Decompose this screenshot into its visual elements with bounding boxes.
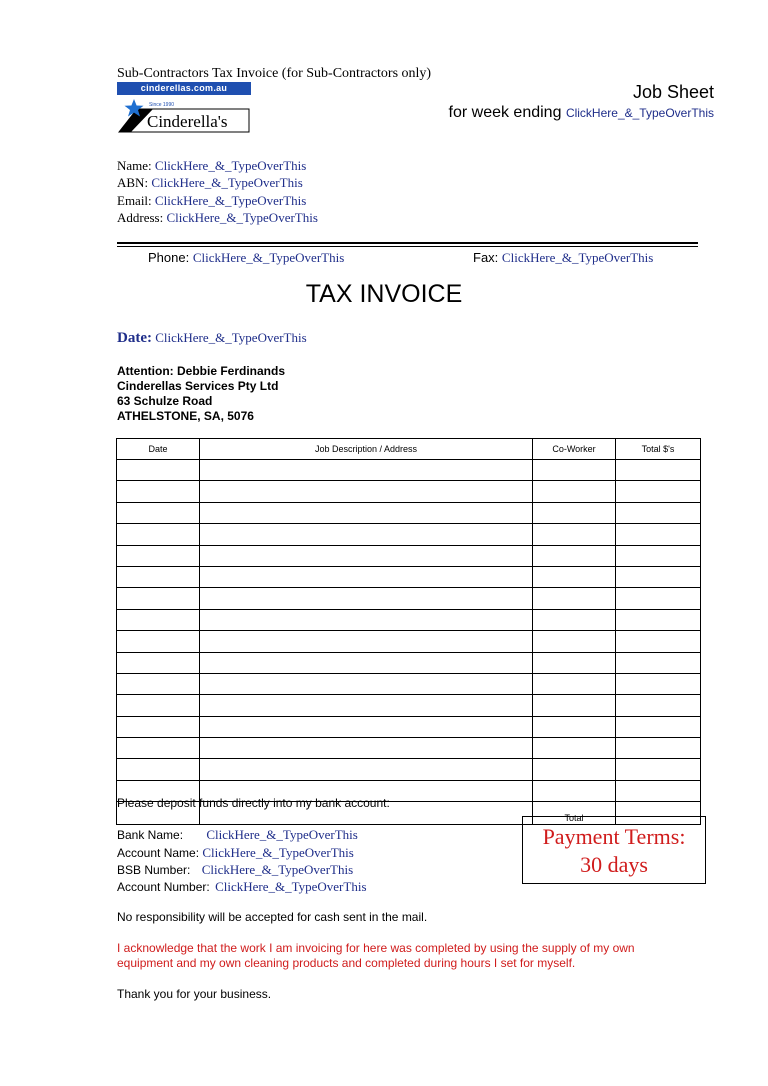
cell-date[interactable] (117, 738, 200, 759)
table-row (117, 609, 701, 630)
cell-description[interactable] (200, 588, 533, 609)
payment-terms-label: Payment Terms: (542, 824, 686, 849)
document-title: Sub-Contractors Tax Invoice (for Sub-Contractors only) (117, 66, 432, 81)
cell-total[interactable] (616, 759, 701, 780)
address-field[interactable]: ClickHere_&_TypeOverThis (166, 210, 318, 225)
cell-total[interactable] (616, 609, 701, 630)
table-row (117, 695, 701, 716)
divider-thin (117, 246, 698, 247)
email-row (117, 193, 306, 209)
cell-description[interactable] (200, 524, 533, 545)
abn-row (117, 175, 303, 191)
cell-coworker[interactable] (533, 631, 616, 652)
cell-total[interactable] (616, 631, 701, 652)
cinderellas-logo (117, 82, 251, 134)
logo-name-text: Cinderella's (147, 112, 228, 131)
cell-date[interactable] (117, 652, 200, 673)
company-line: Cinderellas Services Pty Ltd (117, 379, 279, 393)
col-header-date: Date (117, 439, 200, 460)
cell-date[interactable] (117, 502, 200, 523)
cell-coworker[interactable] (533, 609, 616, 630)
abn-field[interactable]: ClickHere_&_TypeOverThis (151, 175, 303, 190)
cell-total[interactable] (616, 524, 701, 545)
account-number-row (117, 879, 367, 895)
acknowledgement-note: I acknowledge that the work I am invoicing for here was completed by using the supply of my own equipment and my own cleaning products and completed during hours I set for myself. (117, 941, 635, 970)
payment-terms-box (522, 816, 706, 884)
logo-since-text: Since 1990 (149, 102, 175, 108)
table-row (117, 502, 701, 523)
cell-coworker[interactable] (533, 652, 616, 673)
cell-date[interactable] (117, 545, 200, 566)
col-header-total: Total $'s (616, 439, 701, 460)
table-row (117, 545, 701, 566)
cell-description[interactable] (200, 652, 533, 673)
tax-invoice-heading: TAX INVOICE (305, 280, 463, 308)
cell-coworker[interactable] (533, 780, 616, 801)
city-line: ATHELSTONE, SA, 5076 (117, 409, 254, 423)
cell-total[interactable] (616, 738, 701, 759)
cell-total[interactable] (616, 780, 701, 801)
bank-name-field[interactable]: ClickHere_&_TypeOverThis (206, 827, 358, 842)
account-number-label: Account Number: (117, 880, 210, 894)
logo-mark (117, 95, 251, 134)
col-header-coworker: Co-Worker (533, 439, 616, 460)
address-label: Address: (117, 210, 164, 225)
name-field[interactable]: ClickHere_&_TypeOverThis (154, 158, 307, 173)
cell-date[interactable] (117, 716, 200, 737)
cell-description[interactable] (200, 759, 533, 780)
cell-total[interactable] (616, 566, 701, 587)
account-name-field[interactable]: ClickHere_&_TypeOverThis (202, 845, 354, 860)
cell-date[interactable] (117, 481, 200, 502)
divider-thick (117, 242, 698, 244)
cell-description[interactable] (200, 481, 533, 502)
cell-description[interactable] (200, 673, 533, 694)
week-ending-field[interactable]: ClickHere_&_TypeOverThis (565, 106, 714, 120)
cell-total[interactable] (616, 652, 701, 673)
table-row (117, 631, 701, 652)
cell-coworker[interactable] (533, 695, 616, 716)
cell-total[interactable] (616, 460, 701, 481)
abn-label: ABN: (117, 175, 149, 190)
account-number-field[interactable]: ClickHere_&_TypeOverThis (215, 879, 367, 894)
cell-coworker[interactable] (533, 545, 616, 566)
table-row (117, 716, 701, 737)
cell-date[interactable] (117, 588, 200, 609)
cell-total[interactable] (616, 673, 701, 694)
job-sheet-label: Job Sheet (632, 82, 714, 102)
cell-coworker[interactable] (533, 716, 616, 737)
table-header-row (117, 439, 701, 460)
cell-coworker[interactable] (533, 673, 616, 694)
week-ending-line (449, 104, 714, 122)
cell-description[interactable] (200, 609, 533, 630)
payment-terms-days: 30 days (580, 852, 648, 877)
date-label: Date: (117, 330, 152, 346)
cell-coworker[interactable] (533, 566, 616, 587)
phone-row (148, 250, 344, 266)
fax-label: Fax: (473, 250, 499, 265)
account-name-row (117, 845, 354, 861)
phone-field[interactable]: ClickHere_&_TypeOverThis (192, 250, 345, 265)
cell-date[interactable] (117, 524, 200, 545)
total-label: Total (533, 802, 616, 824)
bank-intro: Please deposit funds directly into my bank account: (117, 796, 390, 810)
name-row (117, 158, 306, 174)
cell-date[interactable] (117, 695, 200, 716)
col-header-description: Job Description / Address (200, 439, 533, 460)
table-row (117, 524, 701, 545)
cell-description[interactable] (200, 566, 533, 587)
no-responsibility-note: No responsibility will be accepted for cash sent in the mail. (117, 910, 428, 924)
cell-description[interactable] (200, 738, 533, 759)
cell-date[interactable] (117, 609, 200, 630)
fax-field[interactable]: ClickHere_&_TypeOverThis (501, 250, 654, 265)
cell-coworker[interactable] (533, 460, 616, 481)
bank-name-label: Bank Name: (117, 828, 184, 842)
date-row (117, 330, 307, 347)
cell-coworker[interactable] (533, 759, 616, 780)
cell-total[interactable] (616, 502, 701, 523)
cell-coworker[interactable] (533, 502, 616, 523)
bsb-field[interactable]: ClickHere_&_TypeOverThis (201, 862, 354, 877)
cell-total[interactable] (616, 545, 701, 566)
account-name-label: Account Name: (117, 846, 200, 860)
bank-name-row (117, 827, 358, 843)
table-row (117, 566, 701, 587)
date-field[interactable]: ClickHere_&_TypeOverThis (155, 330, 307, 345)
name-label: Name: (117, 158, 152, 173)
cell-coworker[interactable] (533, 524, 616, 545)
cell-date[interactable] (117, 631, 200, 652)
bsb-label: BSB Number: (117, 863, 191, 877)
cell-date[interactable] (117, 759, 200, 780)
cell-description[interactable] (200, 460, 533, 481)
email-label: Email: (117, 193, 152, 208)
cell-total[interactable] (616, 716, 701, 737)
attention-block (117, 364, 285, 424)
email-field[interactable]: ClickHere_&_TypeOverThis (154, 193, 307, 208)
week-ending-label: for week ending (448, 104, 562, 121)
table-row (117, 460, 701, 481)
cell-description[interactable] (200, 545, 533, 566)
table-row (117, 652, 701, 673)
table-row (117, 759, 701, 780)
cell-date[interactable] (117, 566, 200, 587)
table-row (117, 738, 701, 759)
attention-line: Attention: Debbie Ferdinands (117, 364, 285, 378)
cell-description[interactable] (200, 695, 533, 716)
cell-date[interactable] (117, 460, 200, 481)
phone-label: Phone: (148, 250, 190, 265)
cell-total[interactable] (616, 481, 701, 502)
table-row (117, 481, 701, 502)
cell-total[interactable] (616, 588, 701, 609)
invoice-table (116, 438, 701, 825)
cell-coworker[interactable] (533, 588, 616, 609)
cell-description[interactable] (200, 716, 533, 737)
fax-row (473, 250, 653, 266)
address-row (117, 210, 318, 226)
cell-coworker[interactable] (533, 481, 616, 502)
logo-url-band: cinderellas.com.au (117, 82, 251, 95)
cell-total[interactable] (616, 695, 701, 716)
cell-coworker[interactable] (533, 738, 616, 759)
street-line: 63 Schulze Road (117, 394, 213, 408)
cell-date[interactable] (117, 673, 200, 694)
table-row (117, 673, 701, 694)
cell-description[interactable] (200, 631, 533, 652)
bsb-row (117, 862, 353, 878)
cell-description[interactable] (200, 502, 533, 523)
thank-you-note: Thank you for your business. (117, 987, 272, 1001)
table-row (117, 588, 701, 609)
